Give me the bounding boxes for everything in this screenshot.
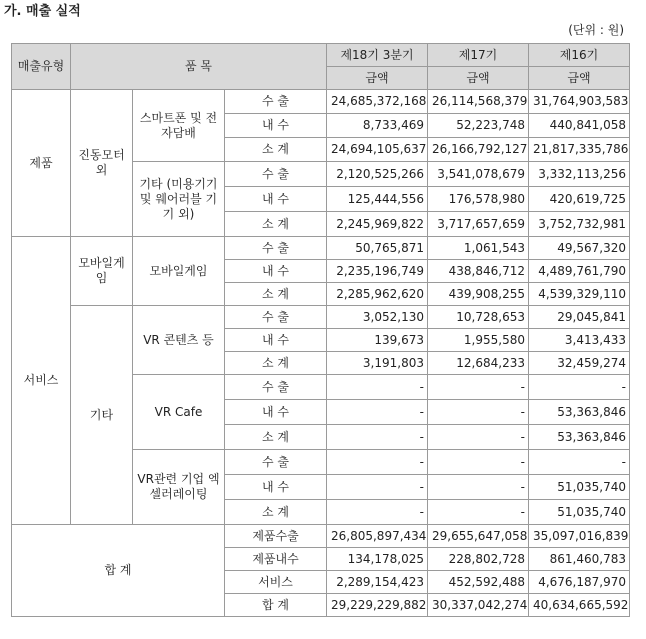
table-cell: 29,229,229,882	[327, 594, 428, 617]
table-cell: 2,120,525,266	[327, 162, 428, 187]
table-cell: 228,802,728	[428, 548, 529, 571]
header-amount: 금액	[327, 67, 428, 90]
table-cell: 2,285,962,620	[327, 283, 428, 306]
row-label: 수 출	[225, 237, 327, 260]
row-label: 내 수	[225, 475, 327, 500]
table-cell: 4,539,329,110	[529, 283, 630, 306]
table-cell: -	[428, 375, 529, 400]
section-title: 가. 매출 실적	[4, 4, 81, 19]
row-label: 소 계	[225, 500, 327, 525]
table-cell: 26,166,792,127	[428, 138, 529, 162]
cell-service: 서비스	[12, 237, 71, 525]
row-label: 내 수	[225, 329, 327, 352]
row-label: 내 수	[225, 400, 327, 425]
table-cell: 2,245,969,822	[327, 212, 428, 237]
table-cell: 134,178,025	[327, 548, 428, 571]
table-cell: 50,765,871	[327, 237, 428, 260]
table-cell: 3,752,732,981	[529, 212, 630, 237]
row-label: 내 수	[225, 114, 327, 138]
row-label: 소 계	[225, 352, 327, 375]
table-cell: 31,764,903,583	[529, 90, 630, 114]
table-cell: 29,045,841	[529, 306, 630, 329]
cell-product-group: 진동모터 외	[71, 90, 133, 237]
table-cell: -	[529, 450, 630, 475]
table-cell: 21,817,335,786	[529, 138, 630, 162]
table-cell: 24,685,372,168	[327, 90, 428, 114]
table-cell: 26,805,897,434	[327, 525, 428, 548]
table-cell: -	[327, 450, 428, 475]
table-cell: 8,733,469	[327, 114, 428, 138]
row-label: 수 출	[225, 162, 327, 187]
unit-label: (단위 : 원)	[568, 23, 624, 37]
table-cell: 440,841,058	[529, 114, 630, 138]
table-cell: 40,634,665,592	[529, 594, 630, 617]
table-cell: 51,035,740	[529, 475, 630, 500]
table-cell: 3,541,078,679	[428, 162, 529, 187]
cell-vr-cafe: VR Cafe	[133, 375, 225, 450]
row-label: 합 계	[225, 594, 327, 617]
table-cell: 3,332,113,256	[529, 162, 630, 187]
header-period: 제18기 3분기	[327, 44, 428, 67]
table-cell: 1,061,543	[428, 237, 529, 260]
table-cell: 3,413,433	[529, 329, 630, 352]
row-label: 수 출	[225, 450, 327, 475]
table-cell: 12,684,233	[428, 352, 529, 375]
table-cell: 439,908,255	[428, 283, 529, 306]
table-cell: 51,035,740	[529, 500, 630, 525]
table-cell: 438,846,712	[428, 260, 529, 283]
table-cell: -	[428, 425, 529, 450]
table-cell: 49,567,320	[529, 237, 630, 260]
table-cell: 2,289,154,423	[327, 571, 428, 594]
row-label: 내 수	[225, 260, 327, 283]
table-cell: 52,223,748	[428, 114, 529, 138]
row-label: 제품수출	[225, 525, 327, 548]
table-cell: -	[327, 475, 428, 500]
row-label: 제품내수	[225, 548, 327, 571]
row-label: 소 계	[225, 138, 327, 162]
table-cell: 29,655,647,058	[428, 525, 529, 548]
table-cell: 4,676,187,970	[529, 571, 630, 594]
row-label: 소 계	[225, 425, 327, 450]
cell-vr-accel: VR관련 기업 엑셀러레이팅	[133, 450, 225, 525]
table-cell: -	[428, 450, 529, 475]
table-cell: 452,592,488	[428, 571, 529, 594]
cell-mobile-game-group: 모바일게임	[71, 237, 133, 306]
table-cell: 26,114,568,379	[428, 90, 529, 114]
table-cell: 3,191,803	[327, 352, 428, 375]
row-label: 서비스	[225, 571, 327, 594]
table-cell: -	[327, 425, 428, 450]
table-cell: -	[428, 500, 529, 525]
cell-smartphone: 스마트폰 및 전자담배	[133, 90, 225, 162]
sales-table	[11, 43, 630, 617]
cell-vr-content: VR 콘텐츠 등	[133, 306, 225, 375]
table-cell: -	[428, 475, 529, 500]
table-cell: 53,363,846	[529, 425, 630, 450]
row-label: 수 출	[225, 90, 327, 114]
table-cell: 1,955,580	[428, 329, 529, 352]
table-cell: -	[529, 375, 630, 400]
table-cell: -	[428, 400, 529, 425]
table-cell: -	[327, 400, 428, 425]
row-label: 소 계	[225, 283, 327, 306]
cell-other-product: 기타 (미용기기 및 웨어러블 기기 외)	[133, 162, 225, 237]
header-period: 제16기	[529, 44, 630, 67]
table-cell: 139,673	[327, 329, 428, 352]
table-cell: 3,717,657,659	[428, 212, 529, 237]
table-cell: -	[327, 500, 428, 525]
header-item: 품 목	[71, 44, 327, 90]
table-cell: 4,489,761,790	[529, 260, 630, 283]
table-cell: 861,460,783	[529, 548, 630, 571]
table-cell: 176,578,980	[428, 187, 529, 212]
header-period: 제17기	[428, 44, 529, 67]
header-sales-type: 매출유형	[12, 44, 71, 90]
table-cell: 125,444,556	[327, 187, 428, 212]
cell-other-service: 기타	[71, 306, 133, 525]
table-cell: 2,235,196,749	[327, 260, 428, 283]
table-cell: 53,363,846	[529, 400, 630, 425]
table-cell: 3,052,130	[327, 306, 428, 329]
row-label: 수 출	[225, 306, 327, 329]
table-cell: -	[327, 375, 428, 400]
row-label: 내 수	[225, 187, 327, 212]
table-cell: 35,097,016,839	[529, 525, 630, 548]
cell-mobile-game: 모바일게임	[133, 237, 225, 306]
table-cell: 24,694,105,637	[327, 138, 428, 162]
row-label: 수 출	[225, 375, 327, 400]
header-amount: 금액	[529, 67, 630, 90]
row-label: 소 계	[225, 212, 327, 237]
table-cell: 32,459,274	[529, 352, 630, 375]
table-cell: 420,619,725	[529, 187, 630, 212]
cell-total: 합 계	[12, 525, 225, 617]
table-cell: 10,728,653	[428, 306, 529, 329]
table-cell: 30,337,042,274	[428, 594, 529, 617]
cell-product: 제품	[12, 90, 71, 237]
header-amount: 금액	[428, 67, 529, 90]
